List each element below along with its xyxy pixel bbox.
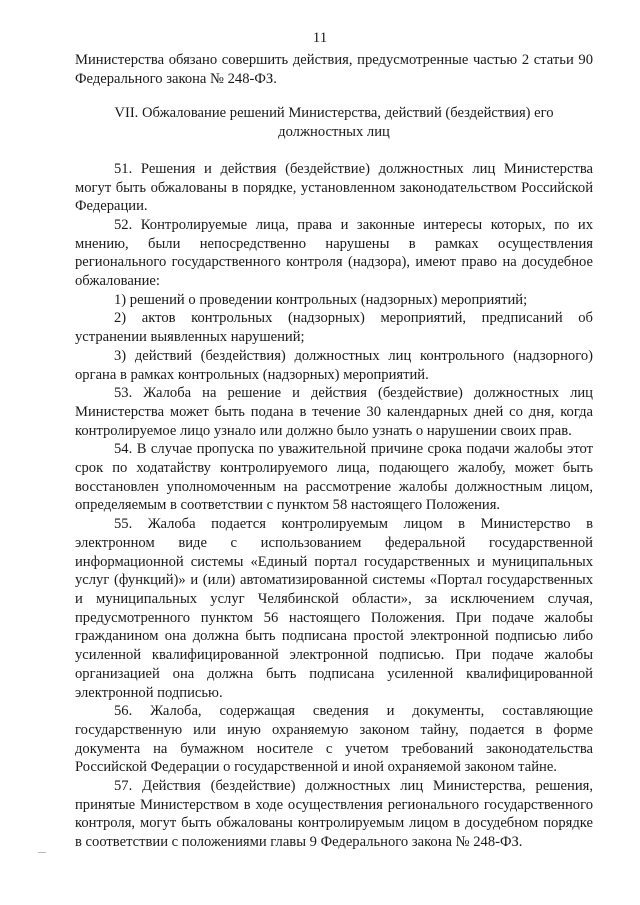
paragraph-52-item-2: 2) актов контрольных (надзорных) мероприятий, предписаний об устранении выявленных нарушений; bbox=[75, 310, 593, 346]
section-heading bbox=[75, 104, 593, 141]
paragraph-57: 57. Действия (бездействие) должностных лиц Министерства, решения, принятые Министерством в ходе осуществления регионального государственного контроля, могут быть обжалованы контролируемым лицом в досудебном порядке в соответствии с положениями главы 9 Федерального закона № 248-ФЗ. bbox=[75, 778, 593, 851]
paragraph-52: 52. Контролируемые лица, права и законные интересы которых, по их мнению, были непосредственно нарушены в рамках осуществления регионального государственного контроля (надзора), имеют право на досудебное обжалование: bbox=[75, 216, 593, 290]
intro-paragraph: Министерства обязано совершить действия, предусмотренные частью 2 статьи 90 Федерального закона № 248-ФЗ. bbox=[75, 52, 593, 87]
paragraph-55: 55. Жалоба подается контролируемым лицом в Министерство в электронном виде с использованием федеральной государственной информационной системы «Единый портал государственных и муниципальных услуг (функций)» и (или) автоматизированной системы «Портал государственных и муниципальных услуг Челябинской области», за исключением случая, предусмотренного пунктом 56 настоящего Положения. При подаче жалобы гражданином она должна быть подписана простой электронной подписью либо усиленной квалифицированной электронной подписью. При подаче жалобы организацией она должна быть подписана усиленной квалифицированной электронной подписью. bbox=[75, 516, 593, 701]
paragraph-52-item-1: 1) решений о проведении контрольных (надзорных) мероприятий; bbox=[114, 291, 528, 308]
section-heading-line-2: должностных лиц bbox=[278, 124, 390, 141]
paragraph-54: 54. В случае пропуска по уважительной причине срока подачи жалобы этот срок по ходатайству контролируемого лица, подающего жалобу, может быть восстановлен уполномоченным на рассмотрение жалобы должностным лицом, определяемым в соответствии с пунктом 58 настоящего Положения. bbox=[75, 441, 593, 514]
section-heading-line-1: VII. Обжалование решений Министерства, действий (бездействия) его bbox=[114, 105, 554, 122]
paragraph-52-item-3: 3) действий (бездействия) должностных лиц контрольного (надзорного) органа в рамках контрольных (надзорных) мероприятий. bbox=[75, 347, 593, 383]
page-content bbox=[75, 51, 593, 852]
scan-mark bbox=[38, 852, 46, 853]
page-number: 11 bbox=[312, 30, 328, 46]
paragraph-53: 53. Жалоба на решение и действия (бездействие) должностных лиц Министерства может быть подана в течение 30 календарных дней со дня, когда контролируемое лицо узнало или должно было узнать о нарушении своих прав. bbox=[75, 385, 593, 439]
paragraph-56: 56. Жалоба, содержащая сведения и документы, составляющие государственную или иную охраняемую законом тайну, подается в форме документа на бумажном носителе с учетом требований законодательства Российской Федерации о государственной и иной охраняемой законом тайне. bbox=[75, 703, 593, 776]
paragraph-51: 51. Решения и действия (бездействие) должностных лиц Министерства могут быть обжалованы в порядке, установленном законодательством Российской Федерации. bbox=[75, 160, 593, 215]
